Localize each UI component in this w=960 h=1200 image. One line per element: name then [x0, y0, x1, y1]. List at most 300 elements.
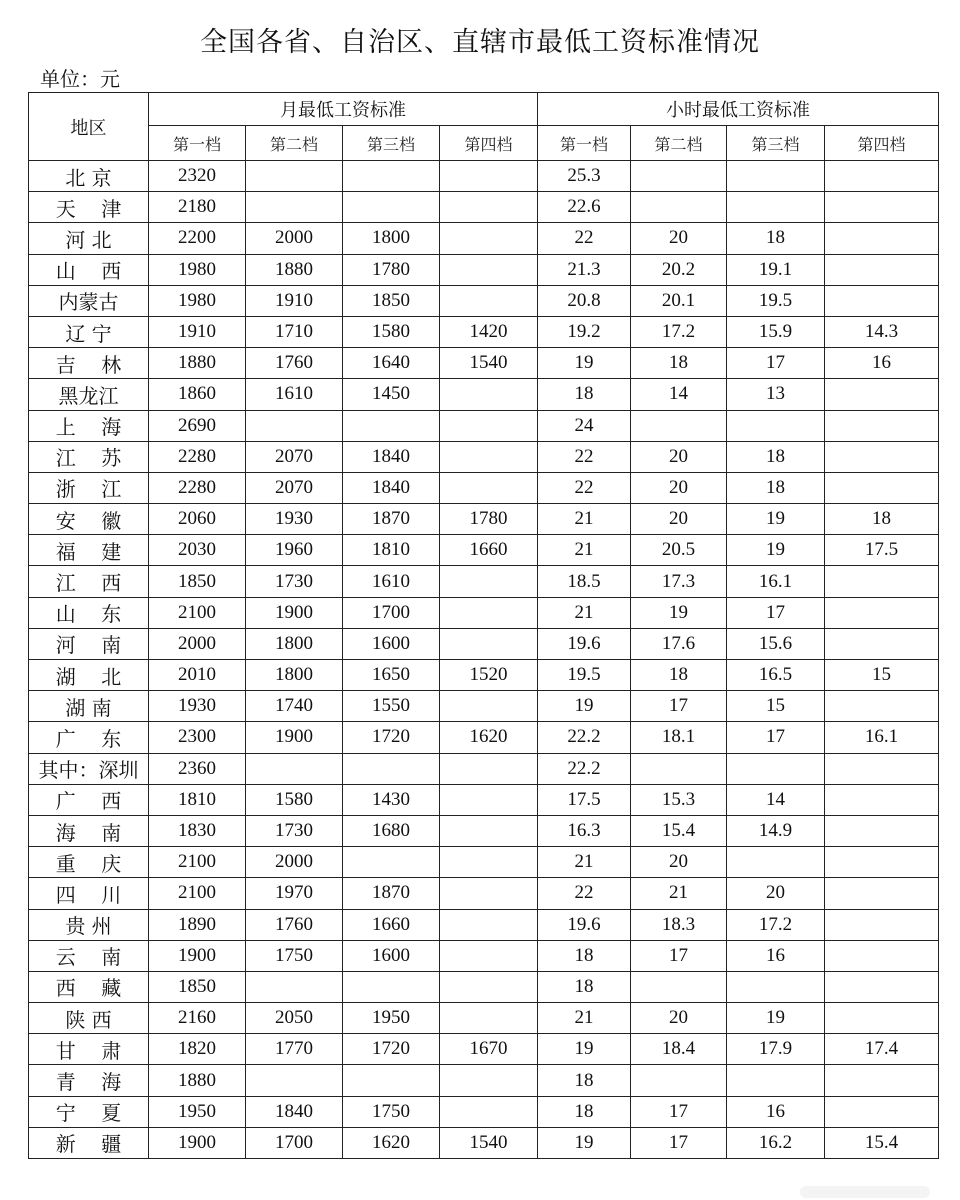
monthly-tier-4-cell: [440, 940, 538, 971]
monthly-tier-2-cell: 1800: [246, 660, 343, 691]
monthly-tier-3-cell: 1450: [343, 379, 440, 410]
monthly-tier-2-cell: [246, 971, 343, 1002]
monthly-tier-2-cell: [246, 161, 343, 192]
table-row: [29, 535, 939, 566]
hourly-tier-4-cell: 14.3: [825, 316, 939, 347]
region-cell: 陕 西: [29, 1003, 149, 1034]
region-cell: 甘 肃: [29, 1034, 149, 1065]
hourly-tier-1-cell: 21: [538, 1003, 631, 1034]
table-row: [29, 410, 939, 441]
region-cell: 广 西: [29, 784, 149, 815]
header-region: 地区: [29, 93, 149, 161]
table-row: [29, 753, 939, 784]
monthly-tier-3-cell: 1430: [343, 784, 440, 815]
hourly-tier-1-cell: 18: [538, 940, 631, 971]
monthly-tier-2-cell: 1880: [246, 254, 343, 285]
monthly-tier-4-cell: [440, 566, 538, 597]
minimum-wage-table: [28, 92, 939, 1159]
hourly-tier-4-cell: [825, 753, 939, 784]
monthly-tier-1-cell: 1880: [149, 348, 246, 379]
monthly-tier-2-cell: 1960: [246, 535, 343, 566]
header-monthly-tier-2: 第二档: [246, 126, 343, 161]
monthly-tier-2-cell: 1770: [246, 1034, 343, 1065]
monthly-tier-1-cell: 2180: [149, 192, 246, 223]
header-monthly-tier-1: 第一档: [149, 126, 246, 161]
monthly-tier-4-cell: [440, 410, 538, 441]
hourly-tier-3-cell: 18: [727, 223, 825, 254]
hourly-tier-1-cell: 21: [538, 504, 631, 535]
monthly-tier-4-cell: 1520: [440, 660, 538, 691]
table-row: [29, 1127, 939, 1158]
region-cell: 天 津: [29, 192, 149, 223]
table-row: [29, 316, 939, 347]
region-cell: 山 西: [29, 254, 149, 285]
header-monthly: 月最低工资标准: [149, 93, 538, 126]
monthly-tier-4-cell: [440, 847, 538, 878]
monthly-tier-1-cell: 1900: [149, 940, 246, 971]
page-title: 全国各省、自治区、直辖市最低工资标准情况: [200, 27, 760, 58]
hourly-tier-1-cell: 21: [538, 597, 631, 628]
monthly-tier-2-cell: 2000: [246, 847, 343, 878]
hourly-tier-1-cell: 19.5: [538, 660, 631, 691]
monthly-tier-2-cell: 1900: [246, 722, 343, 753]
hourly-tier-3-cell: 15.6: [727, 628, 825, 659]
table-row: [29, 348, 939, 379]
table-row: [29, 784, 939, 815]
monthly-tier-1-cell: 2360: [149, 753, 246, 784]
monthly-tier-4-cell: [440, 1065, 538, 1096]
hourly-tier-3-cell: 19: [727, 504, 825, 535]
monthly-tier-3-cell: 1600: [343, 628, 440, 659]
table-row: [29, 847, 939, 878]
monthly-tier-1-cell: 1980: [149, 254, 246, 285]
monthly-tier-1-cell: 2060: [149, 504, 246, 535]
hourly-tier-4-cell: [825, 441, 939, 472]
hourly-tier-2-cell: 19: [631, 597, 727, 628]
monthly-tier-2-cell: 1740: [246, 691, 343, 722]
hourly-tier-2-cell: 20: [631, 472, 727, 503]
hourly-tier-2-cell: 17: [631, 1127, 727, 1158]
hourly-tier-4-cell: [825, 1096, 939, 1127]
hourly-tier-1-cell: 18: [538, 1065, 631, 1096]
hourly-tier-2-cell: 17: [631, 691, 727, 722]
region-cell: 贵 州: [29, 909, 149, 940]
monthly-tier-4-cell: [440, 379, 538, 410]
region-cell: 福 建: [29, 535, 149, 566]
hourly-tier-3-cell: 18: [727, 441, 825, 472]
hourly-tier-3-cell: 18: [727, 472, 825, 503]
monthly-tier-2-cell: 1710: [246, 316, 343, 347]
hourly-tier-2-cell: 21: [631, 878, 727, 909]
header-hourly-tier-3: 第三档: [727, 126, 825, 161]
hourly-tier-3-cell: 16: [727, 1096, 825, 1127]
monthly-tier-1-cell: 1890: [149, 909, 246, 940]
monthly-tier-3-cell: [343, 410, 440, 441]
table-row: [29, 254, 939, 285]
hourly-tier-3-cell: 16.2: [727, 1127, 825, 1158]
region-cell: 江 西: [29, 566, 149, 597]
monthly-tier-1-cell: 1810: [149, 784, 246, 815]
monthly-tier-4-cell: [440, 285, 538, 316]
monthly-tier-1-cell: 1900: [149, 1127, 246, 1158]
monthly-tier-3-cell: 1750: [343, 1096, 440, 1127]
hourly-tier-3-cell: [727, 192, 825, 223]
hourly-tier-4-cell: [825, 847, 939, 878]
monthly-tier-4-cell: [440, 815, 538, 846]
monthly-tier-4-cell: 1670: [440, 1034, 538, 1065]
hourly-tier-2-cell: 20: [631, 1003, 727, 1034]
monthly-tier-4-cell: 1540: [440, 1127, 538, 1158]
monthly-tier-3-cell: [343, 847, 440, 878]
hourly-tier-1-cell: 19: [538, 348, 631, 379]
hourly-tier-2-cell: 18: [631, 660, 727, 691]
monthly-tier-4-cell: [440, 971, 538, 1002]
table-row: [29, 722, 939, 753]
monthly-tier-2-cell: 2070: [246, 441, 343, 472]
table-row: [29, 597, 939, 628]
monthly-tier-2-cell: 1800: [246, 628, 343, 659]
monthly-tier-3-cell: 1870: [343, 878, 440, 909]
table-body: [29, 161, 939, 1159]
table-row: [29, 566, 939, 597]
hourly-tier-4-cell: [825, 285, 939, 316]
monthly-tier-3-cell: 1660: [343, 909, 440, 940]
region-cell: 海 南: [29, 815, 149, 846]
monthly-tier-3-cell: 1800: [343, 223, 440, 254]
monthly-tier-1-cell: 2010: [149, 660, 246, 691]
hourly-tier-2-cell: 15.3: [631, 784, 727, 815]
monthly-tier-4-cell: [440, 691, 538, 722]
hourly-tier-3-cell: 19: [727, 535, 825, 566]
table-row: [29, 1096, 939, 1127]
region-cell: 重 庆: [29, 847, 149, 878]
monthly-tier-2-cell: 1970: [246, 878, 343, 909]
table-row: [29, 192, 939, 223]
hourly-tier-1-cell: 19: [538, 1127, 631, 1158]
hourly-tier-2-cell: [631, 192, 727, 223]
monthly-tier-2-cell: 1580: [246, 784, 343, 815]
table-row: [29, 1034, 939, 1065]
monthly-tier-2-cell: 1910: [246, 285, 343, 316]
monthly-tier-4-cell: 1780: [440, 504, 538, 535]
table-row: [29, 1003, 939, 1034]
monthly-tier-3-cell: [343, 161, 440, 192]
monthly-tier-1-cell: 2280: [149, 472, 246, 503]
monthly-tier-3-cell: 1780: [343, 254, 440, 285]
hourly-tier-2-cell: 18.1: [631, 722, 727, 753]
monthly-tier-2-cell: 2050: [246, 1003, 343, 1034]
hourly-tier-1-cell: 17.5: [538, 784, 631, 815]
hourly-tier-2-cell: 20.1: [631, 285, 727, 316]
hourly-tier-3-cell: [727, 161, 825, 192]
monthly-tier-3-cell: [343, 753, 440, 784]
hourly-tier-1-cell: 21.3: [538, 254, 631, 285]
hourly-tier-2-cell: 18: [631, 348, 727, 379]
table-row: [29, 940, 939, 971]
region-cell: 其中：深圳: [29, 753, 149, 784]
region-cell: 河 南: [29, 628, 149, 659]
monthly-tier-1-cell: 1930: [149, 691, 246, 722]
monthly-tier-1-cell: 1910: [149, 316, 246, 347]
table-row: [29, 223, 939, 254]
monthly-tier-2-cell: 1750: [246, 940, 343, 971]
table-row: [29, 441, 939, 472]
hourly-tier-4-cell: [825, 566, 939, 597]
hourly-tier-4-cell: [825, 192, 939, 223]
region-cell: 湖 北: [29, 660, 149, 691]
monthly-tier-2-cell: 1840: [246, 1096, 343, 1127]
table-row: [29, 472, 939, 503]
region-cell: 四 川: [29, 878, 149, 909]
table-row: [29, 628, 939, 659]
hourly-tier-3-cell: 19: [727, 1003, 825, 1034]
hourly-tier-2-cell: 15.4: [631, 815, 727, 846]
monthly-tier-2-cell: 2070: [246, 472, 343, 503]
hourly-tier-4-cell: [825, 971, 939, 1002]
monthly-tier-2-cell: [246, 753, 343, 784]
monthly-tier-1-cell: 1820: [149, 1034, 246, 1065]
hourly-tier-2-cell: 18.3: [631, 909, 727, 940]
table-row: [29, 815, 939, 846]
monthly-tier-2-cell: 1900: [246, 597, 343, 628]
hourly-tier-3-cell: 14: [727, 784, 825, 815]
table-row: [29, 161, 939, 192]
hourly-tier-2-cell: [631, 1065, 727, 1096]
monthly-tier-2-cell: 2000: [246, 223, 343, 254]
hourly-tier-3-cell: 15.9: [727, 316, 825, 347]
monthly-tier-4-cell: [440, 254, 538, 285]
hourly-tier-4-cell: 16: [825, 348, 939, 379]
hourly-tier-1-cell: 22.6: [538, 192, 631, 223]
monthly-tier-2-cell: 1610: [246, 379, 343, 410]
hourly-tier-4-cell: [825, 940, 939, 971]
hourly-tier-4-cell: 17.5: [825, 535, 939, 566]
monthly-tier-4-cell: [440, 472, 538, 503]
monthly-tier-1-cell: 1850: [149, 971, 246, 1002]
hourly-tier-3-cell: 17: [727, 597, 825, 628]
monthly-tier-4-cell: [440, 161, 538, 192]
monthly-tier-4-cell: [440, 223, 538, 254]
monthly-tier-2-cell: 1730: [246, 815, 343, 846]
hourly-tier-3-cell: 17.9: [727, 1034, 825, 1065]
hourly-tier-3-cell: [727, 753, 825, 784]
monthly-tier-3-cell: 1640: [343, 348, 440, 379]
monthly-tier-4-cell: [440, 1096, 538, 1127]
hourly-tier-2-cell: 18.4: [631, 1034, 727, 1065]
hourly-tier-4-cell: [825, 691, 939, 722]
hourly-tier-3-cell: 17: [727, 348, 825, 379]
region-cell: 湖 南: [29, 691, 149, 722]
hourly-tier-2-cell: 17.2: [631, 316, 727, 347]
monthly-tier-2-cell: [246, 1065, 343, 1096]
region-cell: 北 京: [29, 161, 149, 192]
region-cell: 山 东: [29, 597, 149, 628]
monthly-tier-3-cell: 1580: [343, 316, 440, 347]
hourly-tier-4-cell: [825, 1003, 939, 1034]
monthly-tier-4-cell: [440, 909, 538, 940]
monthly-tier-4-cell: [440, 628, 538, 659]
hourly-tier-2-cell: 14: [631, 379, 727, 410]
header-hourly-tier-1: 第一档: [538, 126, 631, 161]
hourly-tier-4-cell: 16.1: [825, 722, 939, 753]
monthly-tier-3-cell: 1850: [343, 285, 440, 316]
hourly-tier-4-cell: [825, 379, 939, 410]
region-cell: 浙 江: [29, 472, 149, 503]
hourly-tier-2-cell: 17: [631, 1096, 727, 1127]
hourly-tier-1-cell: 19.2: [538, 316, 631, 347]
monthly-tier-3-cell: [343, 971, 440, 1002]
hourly-tier-3-cell: 19.5: [727, 285, 825, 316]
hourly-tier-4-cell: [825, 878, 939, 909]
hourly-tier-4-cell: [825, 909, 939, 940]
monthly-tier-3-cell: 1620: [343, 1127, 440, 1158]
monthly-tier-3-cell: 1870: [343, 504, 440, 535]
hourly-tier-1-cell: 18: [538, 971, 631, 1002]
monthly-tier-4-cell: 1420: [440, 316, 538, 347]
hourly-tier-3-cell: 14.9: [727, 815, 825, 846]
table-row: [29, 379, 939, 410]
monthly-tier-4-cell: 1620: [440, 722, 538, 753]
hourly-tier-3-cell: 16: [727, 940, 825, 971]
hourly-tier-1-cell: 22.2: [538, 753, 631, 784]
table-row: [29, 285, 939, 316]
table-row: [29, 1065, 939, 1096]
hourly-tier-2-cell: 17: [631, 940, 727, 971]
monthly-tier-2-cell: 1760: [246, 909, 343, 940]
header-monthly-tier-3: 第三档: [343, 126, 440, 161]
region-cell: 辽 宁: [29, 316, 149, 347]
table-row: [29, 971, 939, 1002]
hourly-tier-2-cell: 20.2: [631, 254, 727, 285]
hourly-tier-4-cell: 15.4: [825, 1127, 939, 1158]
hourly-tier-3-cell: 20: [727, 878, 825, 909]
monthly-tier-1-cell: 2100: [149, 878, 246, 909]
hourly-tier-3-cell: [727, 847, 825, 878]
hourly-tier-1-cell: 19: [538, 1034, 631, 1065]
monthly-tier-1-cell: 2030: [149, 535, 246, 566]
monthly-tier-2-cell: [246, 192, 343, 223]
hourly-tier-2-cell: [631, 410, 727, 441]
region-cell: 青 海: [29, 1065, 149, 1096]
hourly-tier-2-cell: 17.6: [631, 628, 727, 659]
monthly-tier-2-cell: 1930: [246, 504, 343, 535]
monthly-tier-1-cell: 2320: [149, 161, 246, 192]
monthly-tier-3-cell: 1950: [343, 1003, 440, 1034]
monthly-tier-2-cell: 1730: [246, 566, 343, 597]
monthly-tier-4-cell: 1660: [440, 535, 538, 566]
hourly-tier-3-cell: 15: [727, 691, 825, 722]
monthly-tier-1-cell: 2300: [149, 722, 246, 753]
monthly-tier-3-cell: 1720: [343, 722, 440, 753]
monthly-tier-1-cell: 2280: [149, 441, 246, 472]
hourly-tier-4-cell: [825, 1065, 939, 1096]
header-hourly: 小时最低工资标准: [538, 93, 939, 126]
header-hourly-tier-2: 第二档: [631, 126, 727, 161]
monthly-tier-1-cell: 1860: [149, 379, 246, 410]
hourly-tier-4-cell: [825, 254, 939, 285]
monthly-tier-1-cell: 1880: [149, 1065, 246, 1096]
hourly-tier-4-cell: 15: [825, 660, 939, 691]
hourly-tier-4-cell: [825, 161, 939, 192]
hourly-tier-2-cell: [631, 161, 727, 192]
monthly-tier-4-cell: 1540: [440, 348, 538, 379]
hourly-tier-2-cell: 20: [631, 441, 727, 472]
header-hourly-tier-4: 第四档: [825, 126, 939, 161]
hourly-tier-1-cell: 22: [538, 472, 631, 503]
hourly-tier-1-cell: 19.6: [538, 628, 631, 659]
hourly-tier-1-cell: 18: [538, 1096, 631, 1127]
monthly-tier-1-cell: 1850: [149, 566, 246, 597]
region-cell: 江 苏: [29, 441, 149, 472]
monthly-tier-3-cell: 1650: [343, 660, 440, 691]
hourly-tier-2-cell: 20.5: [631, 535, 727, 566]
hourly-tier-4-cell: [825, 815, 939, 846]
hourly-tier-4-cell: [825, 472, 939, 503]
monthly-tier-3-cell: 1720: [343, 1034, 440, 1065]
hourly-tier-3-cell: 19.1: [727, 254, 825, 285]
monthly-tier-1-cell: 2160: [149, 1003, 246, 1034]
hourly-tier-2-cell: [631, 971, 727, 1002]
monthly-tier-1-cell: 1830: [149, 815, 246, 846]
hourly-tier-2-cell: 20: [631, 223, 727, 254]
hourly-tier-2-cell: 20: [631, 504, 727, 535]
hourly-tier-3-cell: 13: [727, 379, 825, 410]
hourly-tier-1-cell: 25.3: [538, 161, 631, 192]
region-cell: 广 东: [29, 722, 149, 753]
hourly-tier-4-cell: 17.4: [825, 1034, 939, 1065]
hourly-tier-1-cell: 22: [538, 878, 631, 909]
monthly-tier-4-cell: [440, 784, 538, 815]
hourly-tier-3-cell: 16.1: [727, 566, 825, 597]
hourly-tier-1-cell: 21: [538, 535, 631, 566]
table-row: [29, 660, 939, 691]
monthly-tier-3-cell: 1600: [343, 940, 440, 971]
hourly-tier-1-cell: 22.2: [538, 722, 631, 753]
region-cell: 上 海: [29, 410, 149, 441]
monthly-tier-1-cell: 2100: [149, 597, 246, 628]
hourly-tier-1-cell: 22: [538, 223, 631, 254]
hourly-tier-1-cell: 24: [538, 410, 631, 441]
monthly-tier-3-cell: 1700: [343, 597, 440, 628]
monthly-tier-3-cell: 1550: [343, 691, 440, 722]
region-cell: 黑龙江: [29, 379, 149, 410]
monthly-tier-4-cell: [440, 753, 538, 784]
region-cell: 西 藏: [29, 971, 149, 1002]
hourly-tier-4-cell: [825, 597, 939, 628]
hourly-tier-3-cell: [727, 1065, 825, 1096]
hourly-tier-4-cell: 18: [825, 504, 939, 535]
hourly-tier-3-cell: 17: [727, 722, 825, 753]
hourly-tier-1-cell: 19.6: [538, 909, 631, 940]
monthly-tier-3-cell: 1680: [343, 815, 440, 846]
monthly-tier-4-cell: [440, 597, 538, 628]
hourly-tier-3-cell: 16.5: [727, 660, 825, 691]
monthly-tier-3-cell: [343, 1065, 440, 1096]
table-row: [29, 691, 939, 722]
monthly-tier-1-cell: 2690: [149, 410, 246, 441]
hourly-tier-3-cell: [727, 410, 825, 441]
hourly-tier-2-cell: 20: [631, 847, 727, 878]
monthly-tier-2-cell: 1760: [246, 348, 343, 379]
unit-label: 单位：元: [40, 67, 120, 91]
hourly-tier-4-cell: [825, 628, 939, 659]
region-cell: 吉 林: [29, 348, 149, 379]
table-row: [29, 878, 939, 909]
hourly-tier-2-cell: [631, 753, 727, 784]
watermark: [800, 1186, 930, 1198]
monthly-tier-3-cell: 1810: [343, 535, 440, 566]
table-row: [29, 504, 939, 535]
